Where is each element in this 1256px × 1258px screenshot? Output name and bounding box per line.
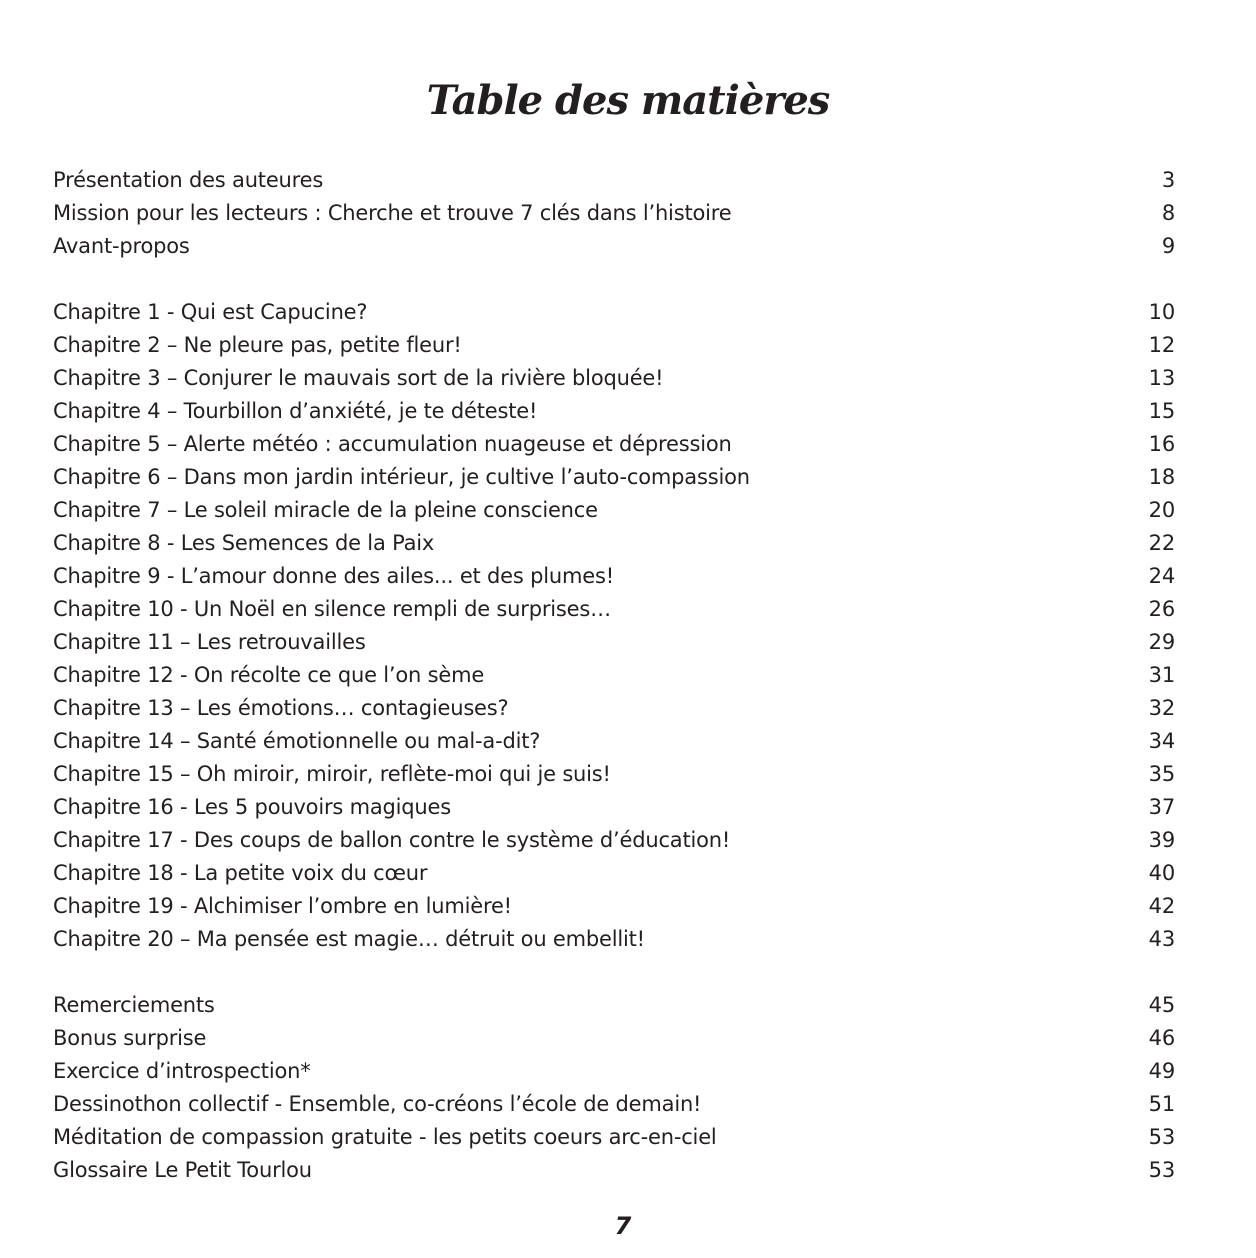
toc-entry-title: Chapitre 11 – Les retrouvailles — [53, 630, 366, 654]
toc-group-front-matter — [53, 164, 1183, 263]
toc-entry-page: 45 — [1148, 993, 1175, 1017]
toc-entry-title: Chapitre 12 - On récolte ce que l’on sème — [53, 663, 485, 687]
toc-entry-page: 35 — [1148, 762, 1175, 786]
toc-entry-title: Glossaire Le Petit Tourlou — [53, 1158, 312, 1182]
toc-entry-title: Exercice d’introspection* — [53, 1059, 311, 1083]
toc-entry[interactable] — [53, 296, 1183, 329]
toc-entry-page: 31 — [1148, 663, 1175, 687]
toc-entry[interactable] — [53, 164, 1183, 197]
toc-entry-page: 51 — [1148, 1092, 1175, 1116]
toc-entry-page: 43 — [1148, 927, 1175, 951]
toc-entry-title: Chapitre 5 – Alerte météo : accumulation nuageuse et dépression — [53, 432, 732, 456]
page-number: 7 — [614, 1212, 632, 1240]
toc-entry[interactable] — [53, 230, 1183, 263]
toc-entry[interactable] — [53, 428, 1183, 461]
table-of-contents — [53, 164, 1183, 1220]
toc-entry[interactable] — [53, 362, 1183, 395]
page-title: Table des matières — [426, 76, 830, 124]
toc-entry-title: Bonus surprise — [53, 1026, 207, 1050]
toc-entry[interactable] — [53, 593, 1183, 626]
toc-entry-page: 24 — [1148, 564, 1175, 588]
toc-entry[interactable] — [53, 560, 1183, 593]
toc-entry-title: Chapitre 1 - Qui est Capucine? — [53, 300, 368, 324]
toc-entry[interactable] — [53, 659, 1183, 692]
toc-entry-page: 46 — [1148, 1026, 1175, 1050]
toc-entry[interactable] — [53, 791, 1183, 824]
toc-entry-page: 29 — [1148, 630, 1175, 654]
toc-entry-page: 37 — [1148, 795, 1175, 819]
toc-entry-title: Chapitre 10 - Un Noël en silence rempli de surprises… — [53, 597, 611, 621]
toc-entry-page: 16 — [1148, 432, 1175, 456]
toc-entry-page: 22 — [1148, 531, 1175, 555]
toc-group-chapters — [53, 296, 1183, 956]
toc-entry-page: 20 — [1148, 498, 1175, 522]
toc-entry-page: 40 — [1148, 861, 1175, 885]
toc-entry-title: Méditation de compassion gratuite - les petits coeurs arc-en-ciel — [53, 1125, 717, 1149]
toc-entry-title: Chapitre 8 - Les Semences de la Paix — [53, 531, 435, 555]
toc-entry-title: Chapitre 19 - Alchimiser l’ombre en lumière! — [53, 894, 512, 918]
toc-entry-page: 53 — [1148, 1158, 1175, 1182]
toc-entry[interactable] — [53, 923, 1183, 956]
toc-entry-title: Chapitre 2 – Ne pleure pas, petite fleur! — [53, 333, 462, 357]
toc-entry-title: Chapitre 4 – Tourbillon d’anxiété, je te déteste! — [53, 399, 538, 423]
toc-entry-title: Chapitre 6 – Dans mon jardin intérieur, je cultive l’auto-compassion — [53, 465, 750, 489]
toc-entry[interactable] — [53, 857, 1183, 890]
toc-entry[interactable] — [53, 527, 1183, 560]
toc-entry-title: Chapitre 14 – Santé émotionnelle ou mal-a-dit? — [53, 729, 541, 753]
toc-entry[interactable] — [53, 461, 1183, 494]
toc-entry-page: 10 — [1148, 300, 1175, 324]
toc-entry[interactable] — [53, 989, 1183, 1022]
toc-entry[interactable] — [53, 758, 1183, 791]
toc-entry-page: 18 — [1148, 465, 1175, 489]
toc-entry-page: 9 — [1161, 234, 1175, 258]
toc-entry[interactable] — [53, 494, 1183, 527]
toc-entry[interactable] — [53, 1154, 1183, 1187]
toc-entry-title: Chapitre 15 – Oh miroir, miroir, reflète-moi qui je suis! — [53, 762, 611, 786]
toc-entry[interactable] — [53, 1121, 1183, 1154]
toc-entry-title: Chapitre 9 - L’amour donne des ailes... et des plumes! — [53, 564, 614, 588]
toc-entry[interactable] — [53, 890, 1183, 923]
toc-entry[interactable] — [53, 1088, 1183, 1121]
toc-entry-page: 15 — [1148, 399, 1175, 423]
toc-entry-page: 34 — [1148, 729, 1175, 753]
toc-entry-page: 26 — [1148, 597, 1175, 621]
toc-entry[interactable] — [53, 692, 1183, 725]
toc-entry-page: 3 — [1161, 168, 1175, 192]
toc-entry-page: 42 — [1148, 894, 1175, 918]
toc-entry-title: Chapitre 20 – Ma pensée est magie… détruit ou embellit! — [53, 927, 645, 951]
toc-entry[interactable] — [53, 626, 1183, 659]
toc-entry-page: 13 — [1148, 366, 1175, 390]
toc-entry-page: 49 — [1148, 1059, 1175, 1083]
toc-entry[interactable] — [53, 725, 1183, 758]
toc-entry-title: Dessinothon collectif - Ensemble, co-créons l’école de demain! — [53, 1092, 702, 1116]
toc-entry-page: 53 — [1148, 1125, 1175, 1149]
toc-entry-title: Chapitre 18 - La petite voix du cœur — [53, 861, 428, 885]
toc-entry-page: 39 — [1148, 828, 1175, 852]
toc-entry-title: Présentation des auteures — [53, 168, 324, 192]
toc-entry[interactable] — [53, 329, 1183, 362]
toc-entry[interactable] — [53, 1022, 1183, 1055]
toc-entry-title: Chapitre 7 – Le soleil miracle de la pleine conscience — [53, 498, 598, 522]
toc-entry[interactable] — [53, 824, 1183, 857]
toc-entry-title: Chapitre 3 – Conjurer le mauvais sort de la rivière bloquée! — [53, 366, 664, 390]
toc-entry-title: Avant-propos — [53, 234, 190, 258]
toc-entry[interactable] — [53, 197, 1183, 230]
toc-entry-title: Chapitre 16 - Les 5 pouvoirs magiques — [53, 795, 451, 819]
toc-entry-title: Mission pour les lecteurs : Cherche et trouve 7 clés dans l’histoire — [53, 201, 732, 225]
toc-group-back-matter — [53, 989, 1183, 1187]
toc-entry-page: 8 — [1161, 201, 1175, 225]
toc-entry[interactable] — [53, 1055, 1183, 1088]
toc-entry-title: Remerciements — [53, 993, 215, 1017]
toc-entry-page: 12 — [1148, 333, 1175, 357]
toc-entry-title: Chapitre 17 - Des coups de ballon contre le système d’éducation! — [53, 828, 731, 852]
toc-entry-page: 32 — [1148, 696, 1175, 720]
toc-entry-title: Chapitre 13 – Les émotions… contagieuses? — [53, 696, 509, 720]
toc-entry[interactable] — [53, 395, 1183, 428]
